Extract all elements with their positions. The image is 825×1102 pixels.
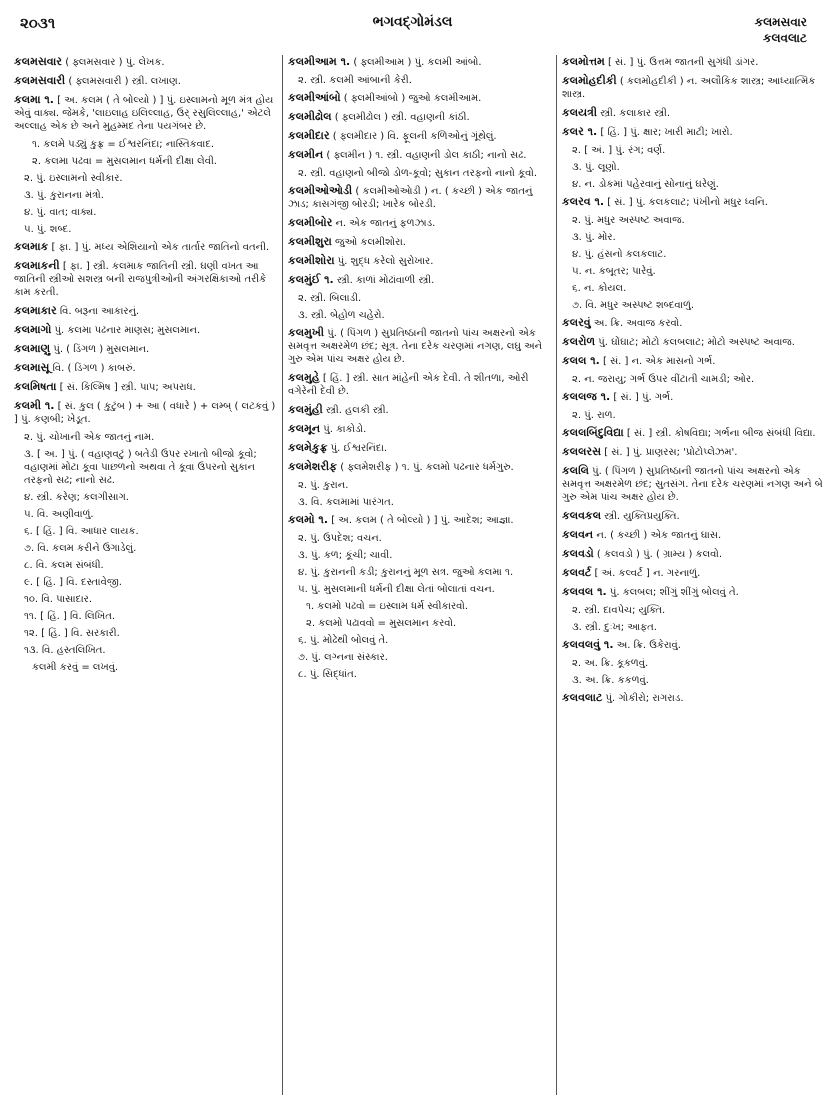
entry-definition: પું. કલબલ; શીંગું શીંગું બોલવું તે.	[609, 587, 739, 598]
dictionary-entry	[562, 316, 824, 330]
book-title: ભગવદ્ગોમંડલ	[372, 14, 453, 30]
entry-sense: ૨. પું. ચોખાની એક જાતનું નામ.	[24, 432, 155, 443]
entry-sense: ૩. પું. લૂણો.	[572, 162, 620, 173]
dictionary-entry	[288, 441, 550, 455]
dictionary-entry	[14, 55, 276, 69]
dictionary-entry	[14, 323, 276, 337]
dictionary-entry	[562, 195, 824, 209]
dictionary-entry	[562, 55, 824, 69]
dictionary-entry	[14, 74, 276, 88]
entry-definition: ( ફ્લમીદાર ) વિ. ફૂલની કળિઓનું ગૂંથેલું.	[332, 131, 497, 142]
entry-definition: ( કલમોહદીકી ) ન. અલૌકિક શાસ્ત્ર; આધ્યાત્મિક શાસ્ત્ર.	[562, 76, 816, 100]
entry-sense: ૨. પું. મધુર અસ્પષ્ટ અવાજ.	[572, 215, 685, 226]
entry-definition: ( કલમીઓઆેડી ) ન. ( કચ્છી ) એક જાતનું ઝાડ; કાસગંજી બોરડી; ખારેક બોરડી.	[288, 186, 533, 210]
dictionary-entry	[288, 513, 550, 527]
dictionary-entry	[562, 106, 824, 120]
entry-headword: કલમુહે	[288, 371, 320, 384]
dictionary-entry	[288, 254, 550, 268]
entry-sense: ૨. સ્ત્રી. વહાણનો બીજો ડોળ-કૂવો; સુકાન તરફનો નાનો કૂવો.	[298, 168, 538, 179]
entry-headword: કલમાકાર	[14, 304, 57, 317]
entry-definition: અ. ક્રિ. ઉકેરાવું.	[616, 640, 681, 651]
dictionary-entry	[288, 460, 550, 474]
entry-headword: કલમો ૧.	[288, 513, 328, 526]
entry-headword: કલમીબોર	[288, 216, 333, 229]
entry-definition: ( ફ્લમસવારી ) સ્ત્રી. લખાણ.	[68, 76, 181, 87]
dictionary-entry	[562, 445, 824, 459]
entry-definition: સ્ત્રી. યુક્તિપ્રયુક્તિ.	[604, 511, 680, 522]
entry-sense: ૧૦. વિ. પાસાદાર.	[24, 594, 93, 605]
entry-sense: ૪. પું. વાત; વાક્ય.	[24, 207, 97, 218]
dictionary-entry	[14, 380, 276, 394]
entry-definition: પું. કાકોડો.	[323, 424, 367, 435]
dictionary-entry	[562, 354, 824, 368]
column-3	[562, 55, 824, 1095]
entry-sense: ૧. કલમે પડ્યું કુફ્ર = ઈશ્વરનિંદા; નાસ્તિકવાદ.	[32, 139, 215, 150]
entry-headword: કલમૂન	[288, 422, 321, 435]
entry-headword: કલલરસ	[562, 445, 601, 458]
dictionary-entry	[288, 55, 550, 69]
dictionary-entry	[14, 240, 276, 254]
entry-sense: ૩. સ્ત્રી. દુઃખ; આફત.	[572, 622, 657, 633]
entry-headword: કલલિ	[562, 464, 589, 477]
entry-sense: ૪. પું. હંસનો કલકલાટ.	[572, 249, 667, 260]
dictionary-entry	[288, 422, 550, 436]
entry-definition: [ સં. ] પું. ગર્ભ.	[613, 392, 674, 403]
entry-sense: ૩. પું. કુરાનના મંત્રો.	[24, 190, 104, 201]
guide-word-top: કલમસવાર	[754, 15, 807, 29]
entry-headword: કલમીન	[288, 148, 324, 161]
dictionary-entry	[562, 390, 824, 404]
entry-definition: સ્ત્રી. કલાકાર સ્ત્રી.	[600, 108, 671, 119]
entry-headword: કલવલ ૧.	[562, 585, 607, 598]
entry-sense: ૩. સ્ત્રી. બેહોળ ચહેરો.	[298, 310, 385, 321]
entry-definition: પું. ( પિંગળ ) સુપ્રતિષ્ઠાની જાતનો પાંચ અક્ષરનો એક સમવૃત્ત અક્ષરમેળ છંદ; સુતસંગ. તેના દરેક ચરણમાં નગણ અને બે ગુરુ એમ પાંચ અક્ષર હોય છે.	[562, 466, 823, 503]
entry-sense: ૨. [ અં. ] પું. રંગ; વર્ણ.	[572, 145, 666, 156]
entry-definition: [ સં. કુલ ( કુટુંબ ) + આ ( વધારે ) + લમ્બ્ ( લટકવું ) ] પું. કણબી; ખેડૂત.	[14, 401, 276, 425]
entry-sense: ૬. ન. કોયલ.	[572, 283, 627, 294]
entry-definition: [ ફા. ] પું. મધ્ય એશિયાનો એક તાર્તાર જાતિનો વતની.	[51, 242, 270, 253]
column-2	[288, 55, 550, 1095]
dictionary-entry	[562, 585, 824, 599]
entry-definition: [ હિં. ] પું. ક્ષાર; ખારી માટી; ખારો.	[600, 127, 733, 138]
entry-headword: કલલ ૧.	[562, 354, 600, 367]
dictionary-entry	[562, 691, 824, 705]
entry-sense: ૨. સ્ત્રી. કલમી આંબાની કેરી.	[298, 75, 412, 86]
guide-words	[755, 14, 807, 46]
entry-sense: ૫. વિ. અણીવાળું.	[24, 509, 94, 520]
entry-definition: પું. ( પિંગળ ) સુપ્રતિષ્ઠાની જાતનો પાંચ અક્ષરનો એક સમવૃત્ત અક્ષરમેળ છંદ; સૂત્ર. તેના દરેક ચરણમાં નગણ, લઘુ અને ગુરુ એમ પાંચ અક્ષર હોય છે.	[288, 328, 543, 365]
dictionary-entry	[288, 148, 550, 162]
entry-sense: ૭. વિ. કલમ કરીને ઉગાડેલું.	[24, 543, 137, 554]
entry-definition: [ ફા. ] સ્ત્રી. કલમાક જાતિની સ્ત્રી. ઘણી વખત આ જાતિની સ્ત્રીઓ સશસ્ત્ર બની રાજપુત્રીઓની અંગરક્ષિકાઓ તરીકે કામ કરતી.	[14, 261, 267, 298]
entry-definition: ( ફ્લમીઆંબો ) જુઓ કલમીઆમ.	[343, 93, 482, 104]
entry-headword: કલમેશરીફ	[288, 460, 338, 473]
entry-headword: કલવલાટ	[562, 691, 603, 704]
entry-definition: ( ફ્લમીન ) ૧. સ્ત્રી. વહાણની ડોલ કાઠી; નાનો સઢ.	[326, 150, 527, 161]
entry-definition: વિ. ( ડિંગળ ) કાબરું.	[52, 363, 136, 374]
entry-headword: કલમીઆંબો	[288, 91, 341, 104]
dictionary-entry	[14, 342, 276, 356]
entry-headword: કલમુખી	[288, 326, 325, 339]
entry-headword: કલરોળ	[562, 335, 596, 348]
guide-word-bottom: કલવલાટ	[762, 31, 807, 45]
entry-headword: કલમીદાર	[288, 129, 330, 142]
entry-sense: ૩. પું. મોર.	[572, 232, 616, 243]
dictionary-entry	[562, 566, 824, 580]
entry-sense: ૨. ન. જરાયુ; ગર્ભ ઉપર વીંટાતી ચામડી; ઓર.	[572, 374, 755, 385]
entry-sense: ૨. પું. રાળ.	[572, 410, 616, 421]
entry-sense: ૯. [ હિં. ] વિ. દસ્તાવેજી.	[24, 577, 122, 588]
dictionary-entry	[562, 426, 824, 440]
entry-sense: ૩. [ અ. ] પું. ( વહાણવટું ) બતેડી ઉપર રખાતો બીજો કૂવો; વહાણમાં મોટા કૂવા પાછળનો અથવા તે કૂવા ઉપરનો સુકાન તરફનો સઢ; નાનો સઢ.	[24, 449, 257, 486]
dictionary-entry	[288, 403, 550, 417]
entry-sense: ૧૧. [ હિં. ] વિ. લિખિત.	[24, 611, 116, 622]
dictionary-entry	[562, 638, 824, 652]
entry-sense: ૫. ન. કબૂતર; પારેવું.	[572, 266, 656, 277]
entry-definition: [ અ. કલમ ( તે બોલ્યો ) ] પું. ઇસ્લામનો મૂળ મંત્ર હોય એવું વાક્ય. જેમકે, 'લાઇલાહ ઇલિલ્લાહ, ઉર્ રસુલિલ્લાહ,' એટલે અલ્લાહ એક છે અને મુહમ્મદ તેના પયગંબર છે.	[14, 95, 274, 132]
entry-definition: [ અં. કલ્વર્ટ ] ન. ગરનાળું.	[594, 568, 701, 579]
dictionary-entry	[288, 326, 550, 366]
entry-headword: કલમાસૂ	[14, 361, 50, 374]
entry-definition: જુઓ કલમીશોરા.	[335, 237, 406, 248]
entry-sense: ૨. અ. ક્રિ. કૂકળવું.	[572, 658, 649, 669]
dictionary-entry	[562, 464, 824, 504]
entry-sense: ૫. પું. શબ્દ.	[24, 224, 72, 235]
entry-headword: કલમોત્તમ	[562, 55, 605, 68]
entry-sense: ૨. પું. કુરાન.	[298, 480, 349, 491]
entry-headword: કલલબિંદુવિદ્યા	[562, 426, 624, 439]
entry-headword: કલવર્ટ	[562, 566, 592, 579]
entry-definition: સ્ત્રી. હલકી સ્ત્રી.	[326, 405, 389, 416]
entry-definition: સ્ત્રી. કાળાં મોઢાંવાળી સ્ત્રી.	[336, 275, 435, 286]
entry-sense: ૫. પું. મુસલમાની ધર્મની દીક્ષા લેતાં બોલાતાં વચન.	[298, 584, 495, 595]
entry-definition: પું. ઈશ્વરનિંદા.	[330, 443, 388, 454]
entry-headword: કલમિષતા	[14, 380, 57, 393]
entry-sense: ૨. સ્ત્રી. બિલાડી.	[298, 293, 362, 304]
entry-headword: કલમાગો	[14, 323, 52, 336]
entry-sense: ૭. પું. લગ્નના સંસ્કાર.	[298, 652, 388, 663]
entry-sense: ૮. પું. સિદ્ધાંત.	[298, 669, 357, 680]
entry-headword: કલમી ૧.	[14, 399, 55, 412]
entry-definition: અ. ક્રિ. અવાજ કરવો.	[593, 318, 683, 329]
dictionary-entry	[562, 509, 824, 523]
entry-sense: કલમી કરવું = લખવું.	[32, 662, 119, 673]
entry-sense: ૭. વિ. મધુર અસ્પષ્ટ શબ્દવાળું.	[572, 300, 695, 311]
dictionary-entry	[14, 361, 276, 375]
entry-headword: કલમુંઈ ૧.	[288, 273, 334, 286]
entry-definition: ન. એક જાતનું ફળઝાડ.	[335, 218, 436, 229]
dictionary-entry	[562, 528, 824, 542]
dictionary-entry	[288, 184, 550, 211]
column-1	[14, 55, 276, 1095]
entry-headword: કલવલવું ૧.	[562, 638, 614, 651]
entry-definition: પું. કલમા પઢનાર માણસ; મુસલમાન.	[54, 325, 201, 336]
entry-sense: ૨. કલમો પઢાવવો = મુસલમાન કરવો.	[306, 618, 457, 629]
dictionary-entry	[288, 110, 550, 124]
dictionary-entry	[562, 335, 824, 349]
column-divider	[282, 55, 283, 1095]
entry-definition: ( ફ્લમેશરીફ ) ૧. પું. કલમો પઢનાર ધર્મગુરુ.	[340, 462, 514, 473]
dictionary-entry	[562, 547, 824, 561]
entry-sense: ૨. પું. ઉપદેશ; વચન.	[298, 533, 382, 544]
dictionary-entry	[562, 125, 824, 139]
entry-definition: પું. ( ડિંગળ ) મુસલમાન.	[53, 344, 150, 355]
page-header	[12, 8, 813, 52]
entry-sense: ૬. પું. મોઢેથી બોલવું તે.	[298, 635, 389, 646]
entry-sense: ૮. વિ. કલમ સંબંધી.	[24, 560, 104, 571]
entry-definition: વિ. બરૂના આકારનું.	[59, 306, 140, 317]
entry-sense: ૪. ન. ડોકમાં પહેરવાનું સોનાનું ઘરેણું.	[572, 179, 719, 190]
entry-definition: ન. ( કચ્છી ) એક જાતનું ઘાસ.	[596, 530, 722, 541]
entry-headword: કલમીઢોલ	[288, 110, 332, 123]
entry-definition: [ સં. કિલ્મિષ ] સ્ત્રી. પાપ; અપરાધ.	[59, 382, 196, 393]
entry-headword: કલવકલ	[562, 509, 602, 522]
entry-headword: કલમાણુ	[14, 342, 51, 355]
entry-headword: કલમસવાર	[14, 55, 62, 68]
entry-headword: કલવડો	[562, 547, 594, 560]
entry-sense: ૧. કલમો પઢવો = ઇસ્લામ ધર્મ સ્વીકારવો.	[306, 601, 469, 612]
entry-headword: કલમેકુફ્ર	[288, 441, 328, 454]
dictionary-entry	[288, 273, 550, 287]
entry-sense: ૪. પું. કુરાનની કડી; કુરાનનું મૂળ સત્ર. જુઓ કલમા ૧.	[298, 567, 514, 578]
dictionary-entry	[562, 74, 824, 101]
dictionary-entry	[288, 235, 550, 249]
entry-headword: કલમાક	[14, 240, 49, 253]
entry-headword: કલમા ૧.	[14, 93, 54, 106]
entry-headword: કલમીશુરા	[288, 235, 332, 248]
entry-headword: કલમુંહી	[288, 403, 323, 416]
entry-sense: ૧૩. વિ. હસ્તલિખિત.	[24, 645, 106, 656]
entry-definition: [ સં. ] પું. પ્રાણરસ; 'પ્રોટોપ્લેઝમ'.	[604, 447, 738, 458]
page-number: ૨૦૩૧	[20, 14, 56, 32]
entry-headword: કલમીશોરા	[288, 254, 335, 267]
entry-headword: કલમીઆમ ૧.	[288, 55, 351, 68]
entry-definition: [ સં. ] પું. ઉત્તમ જાતની સુગંધી ડાંગર.	[607, 57, 759, 68]
entry-headword: કલયત્રી	[562, 106, 598, 119]
entry-sense: ૩. પું. કળ; કૂંચી; ચાવી.	[298, 550, 393, 561]
dictionary-entry	[288, 91, 550, 105]
entry-sense: ૨. પું. ઇસ્લામનો સ્વીકાર.	[24, 173, 123, 184]
entry-headword: કલમીઓઆેડી	[288, 184, 353, 197]
entry-headword: કલર ૧.	[562, 125, 598, 138]
entry-definition: પું. શુદ્ધ કરેલો સુરોખાર.	[337, 256, 434, 267]
entry-definition: [ સં. ] પું. કલકલાટ; પંખીનો મધુર ધ્વનિ.	[607, 197, 768, 208]
entry-headword: કલવન	[562, 528, 594, 541]
dictionary-entry	[14, 399, 276, 426]
entry-sense: ૩. વિ. કલમામાં પારંગત.	[298, 497, 394, 508]
entry-headword: કલમસવારી	[14, 74, 66, 87]
dictionary-entry	[288, 129, 550, 143]
dictionary-entry	[14, 259, 276, 299]
entry-definition: [ સં. ] સ્ત્રી. કોષવિદ્યા; ગર્ભના બીજ સંબંધી વિદ્યા.	[626, 428, 816, 439]
entry-headword: કલરવ ૧.	[562, 195, 605, 208]
entry-headword: કલલજ ૧.	[562, 390, 611, 403]
dictionary-entry	[14, 93, 276, 133]
entry-definition: ( ફ્લમસવાર ) પું. લેખક.	[65, 57, 165, 68]
dictionary-entry	[14, 304, 276, 318]
entry-definition: [ હિં. ] સ્ત્રી. સાત માંહેની એક દેવી. તે શીતળા, ઓરી વગેરેની દેવી છે.	[288, 373, 529, 397]
entry-definition: પું. ઘોંઘાટ; મોટો કલબલાટ; મોટો અસ્પષ્ટ અવાજ.	[598, 337, 795, 348]
entry-definition: ( કલવડો ) પું. ( ગ્રામ્ય ) કલવો.	[596, 549, 723, 560]
entry-definition: પું. ગોકીરો; રાગરાડ.	[605, 693, 684, 704]
entry-definition: [ સં. ] ન. એક માસનો ગર્ભ.	[602, 356, 716, 367]
entry-definition: [ અ. કલમ ( તે બોલ્યો ) ] પું. આદેશ; આજ્ઞા.	[331, 515, 514, 526]
entry-headword: કલરવું	[562, 316, 591, 329]
column-divider	[556, 55, 557, 1095]
entry-headword: કલમોહદીકી	[562, 74, 617, 87]
entry-sense: ૧૨. [ હિં. ] વિ. સરકારી.	[24, 628, 120, 639]
dictionary-entry	[288, 216, 550, 230]
dictionary-entry	[288, 371, 550, 398]
entry-sense: ૩. અ. ક્રિ. કકળવું.	[572, 675, 649, 686]
entry-sense: ૨. કલમા પઢવા = મુસલમાન ધર્મની દીક્ષા લેવી.	[32, 156, 217, 167]
entry-sense: ૨. સ્ત્રી. દાવપેચ; યુક્તિ.	[572, 605, 666, 616]
entry-sense: ૪. સ્ત્રી. કરેણ; કલગીસાગ.	[24, 492, 129, 503]
entry-sense: ૬. [ હિં. ] વિ. આધાર લાયક.	[24, 526, 139, 537]
entry-definition: ( ફ્લમીઆમ ) પું. કલમી આંબો.	[353, 57, 482, 68]
columns-area	[14, 55, 823, 1095]
entry-definition: ( ફ્લમીઢોલ ) સ્ત્રી. વહાણની કાંઠી.	[334, 112, 470, 123]
entry-headword: કલમાકની	[14, 259, 60, 272]
